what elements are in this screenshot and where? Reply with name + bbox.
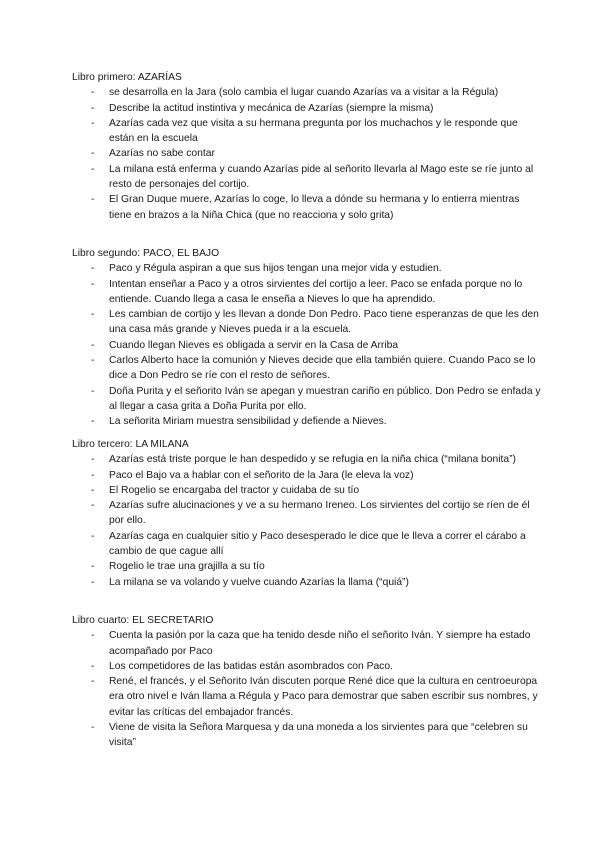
bullet-list — [72, 85, 542, 223]
section-heading: Libro cuarto: EL SECRETARIO — [72, 615, 214, 626]
list-item: - Azarías cada vez que visita a su hermana pregunta por los muchachos y le responde que están en la escuela — [72, 116, 542, 147]
list-item: - La señorita Miriam muestra sensibilidad y defiende a Nieves. — [72, 414, 542, 429]
list-item: - Rogelio le trae una grajilla a su tío — [72, 559, 542, 574]
section-heading: Libro segundo: PACO, EL BAJO — [72, 248, 220, 259]
section-libro-segundo — [72, 246, 542, 430]
list-item: - Viene de visita la Señora Marquesa y da una moneda a los sirvientes para que “celebren su visita” — [72, 720, 542, 751]
section-libro-primero — [72, 70, 542, 223]
section-libro-tercero — [72, 437, 542, 590]
list-item: - El Gran Duque muere, Azarías lo coge, lo lleva a dónde su hermana y lo entierra mientras tiene en brazos a la Niña Chica (que no reacciona y solo grita) — [72, 192, 542, 223]
list-item: - Azarías no sabe contar — [72, 146, 542, 161]
list-item: - Carlos Alberto hace la comunión y Nieves decide que ella también quiere. Cuando Paco se lo dice a Don Pedro se ríe con el resto de señores. — [72, 353, 542, 384]
list-item: - El Rogelio se encargaba del tractor y cuidaba de su tío — [72, 483, 542, 498]
list-item: - Azarías sufre alucinaciones y ve a su hermano Ireneo. Los sirvientes del cortijo se ríen de él por ello. — [72, 498, 542, 529]
list-item: - Cuando llegan Nieves es obligada a servir en la Casa de Arriba — [72, 338, 542, 353]
list-item: - Intentan enseñar a Paco y a otros sirvientes del cortijo a leer. Paco se enfada porque no lo entiende. Cuando llega a casa le enseña a Nieves lo que ha aprendido. — [72, 277, 542, 308]
section-libro-cuarto — [72, 613, 542, 751]
list-item: - René, el francés, y el Señorito Iván discuten porque René dice que la cultura en centroeuropa era otro nivel e Iván llama a Régula y Paco para demostrar que saben escribir sus nombres, y evitar las críticas del embajador francés. — [72, 674, 542, 720]
list-item: - Describe la actitud instintiva y mecánica de Azarías (siempre la misma) — [72, 101, 542, 116]
list-item: - Paco y Régula aspiran a que sus hijos tengan una mejor vida y estudien. — [72, 261, 542, 276]
list-item: - La milana se va volando y vuelve cuando Azarías la llama (“quiá”) — [72, 575, 542, 590]
list-item: - Doña Purita y el señorito Iván se apegan y muestran cariño en público. Don Pedro se enfada y al llegar a casa grita a Doña Purita por ello. — [72, 384, 542, 415]
list-item: - Paco el Bajo va a hablar con el señorito de la Jara (le eleva la voz) — [72, 468, 542, 483]
list-item: - Cuenta la pasión por la caza que ha tenido desde niño el señorito Iván. Y siempre ha estado acompañado por Paco — [72, 628, 542, 659]
list-item: - Azarías caga en cualquier sitio y Paco desesperado le dice que le lleva a correr el cárabo a cambio de que cague allí — [72, 529, 542, 560]
bullet-list — [72, 261, 542, 429]
list-item: - Les cambian de cortijo y les llevan a donde Don Pedro. Paco tiene esperanzas de que les den una casa más grande y Nieves pueda ir a la escuela. — [72, 307, 542, 338]
list-item: - Azarías está triste porque le han despedido y se refugia en la niña chica (“milana bonita”) — [72, 452, 542, 467]
bullet-list — [72, 452, 542, 590]
list-item: - La milana está enferma y cuando Azarías pide al señorito llevarla al Mago este se ríe junto al resto de personajes del cortijo. — [72, 162, 542, 193]
bullet-list — [72, 628, 542, 750]
list-item: - se desarrolla en la Jara (solo cambia el lugar cuando Azarías va a visitar a la Régula) — [72, 85, 542, 100]
section-heading: Libro tercero: LA MILANA — [72, 439, 189, 450]
section-heading: Libro primero: AZARÍAS — [72, 72, 182, 83]
list-item: - Los competidores de las batidas están asombrados con Paco. — [72, 659, 542, 674]
